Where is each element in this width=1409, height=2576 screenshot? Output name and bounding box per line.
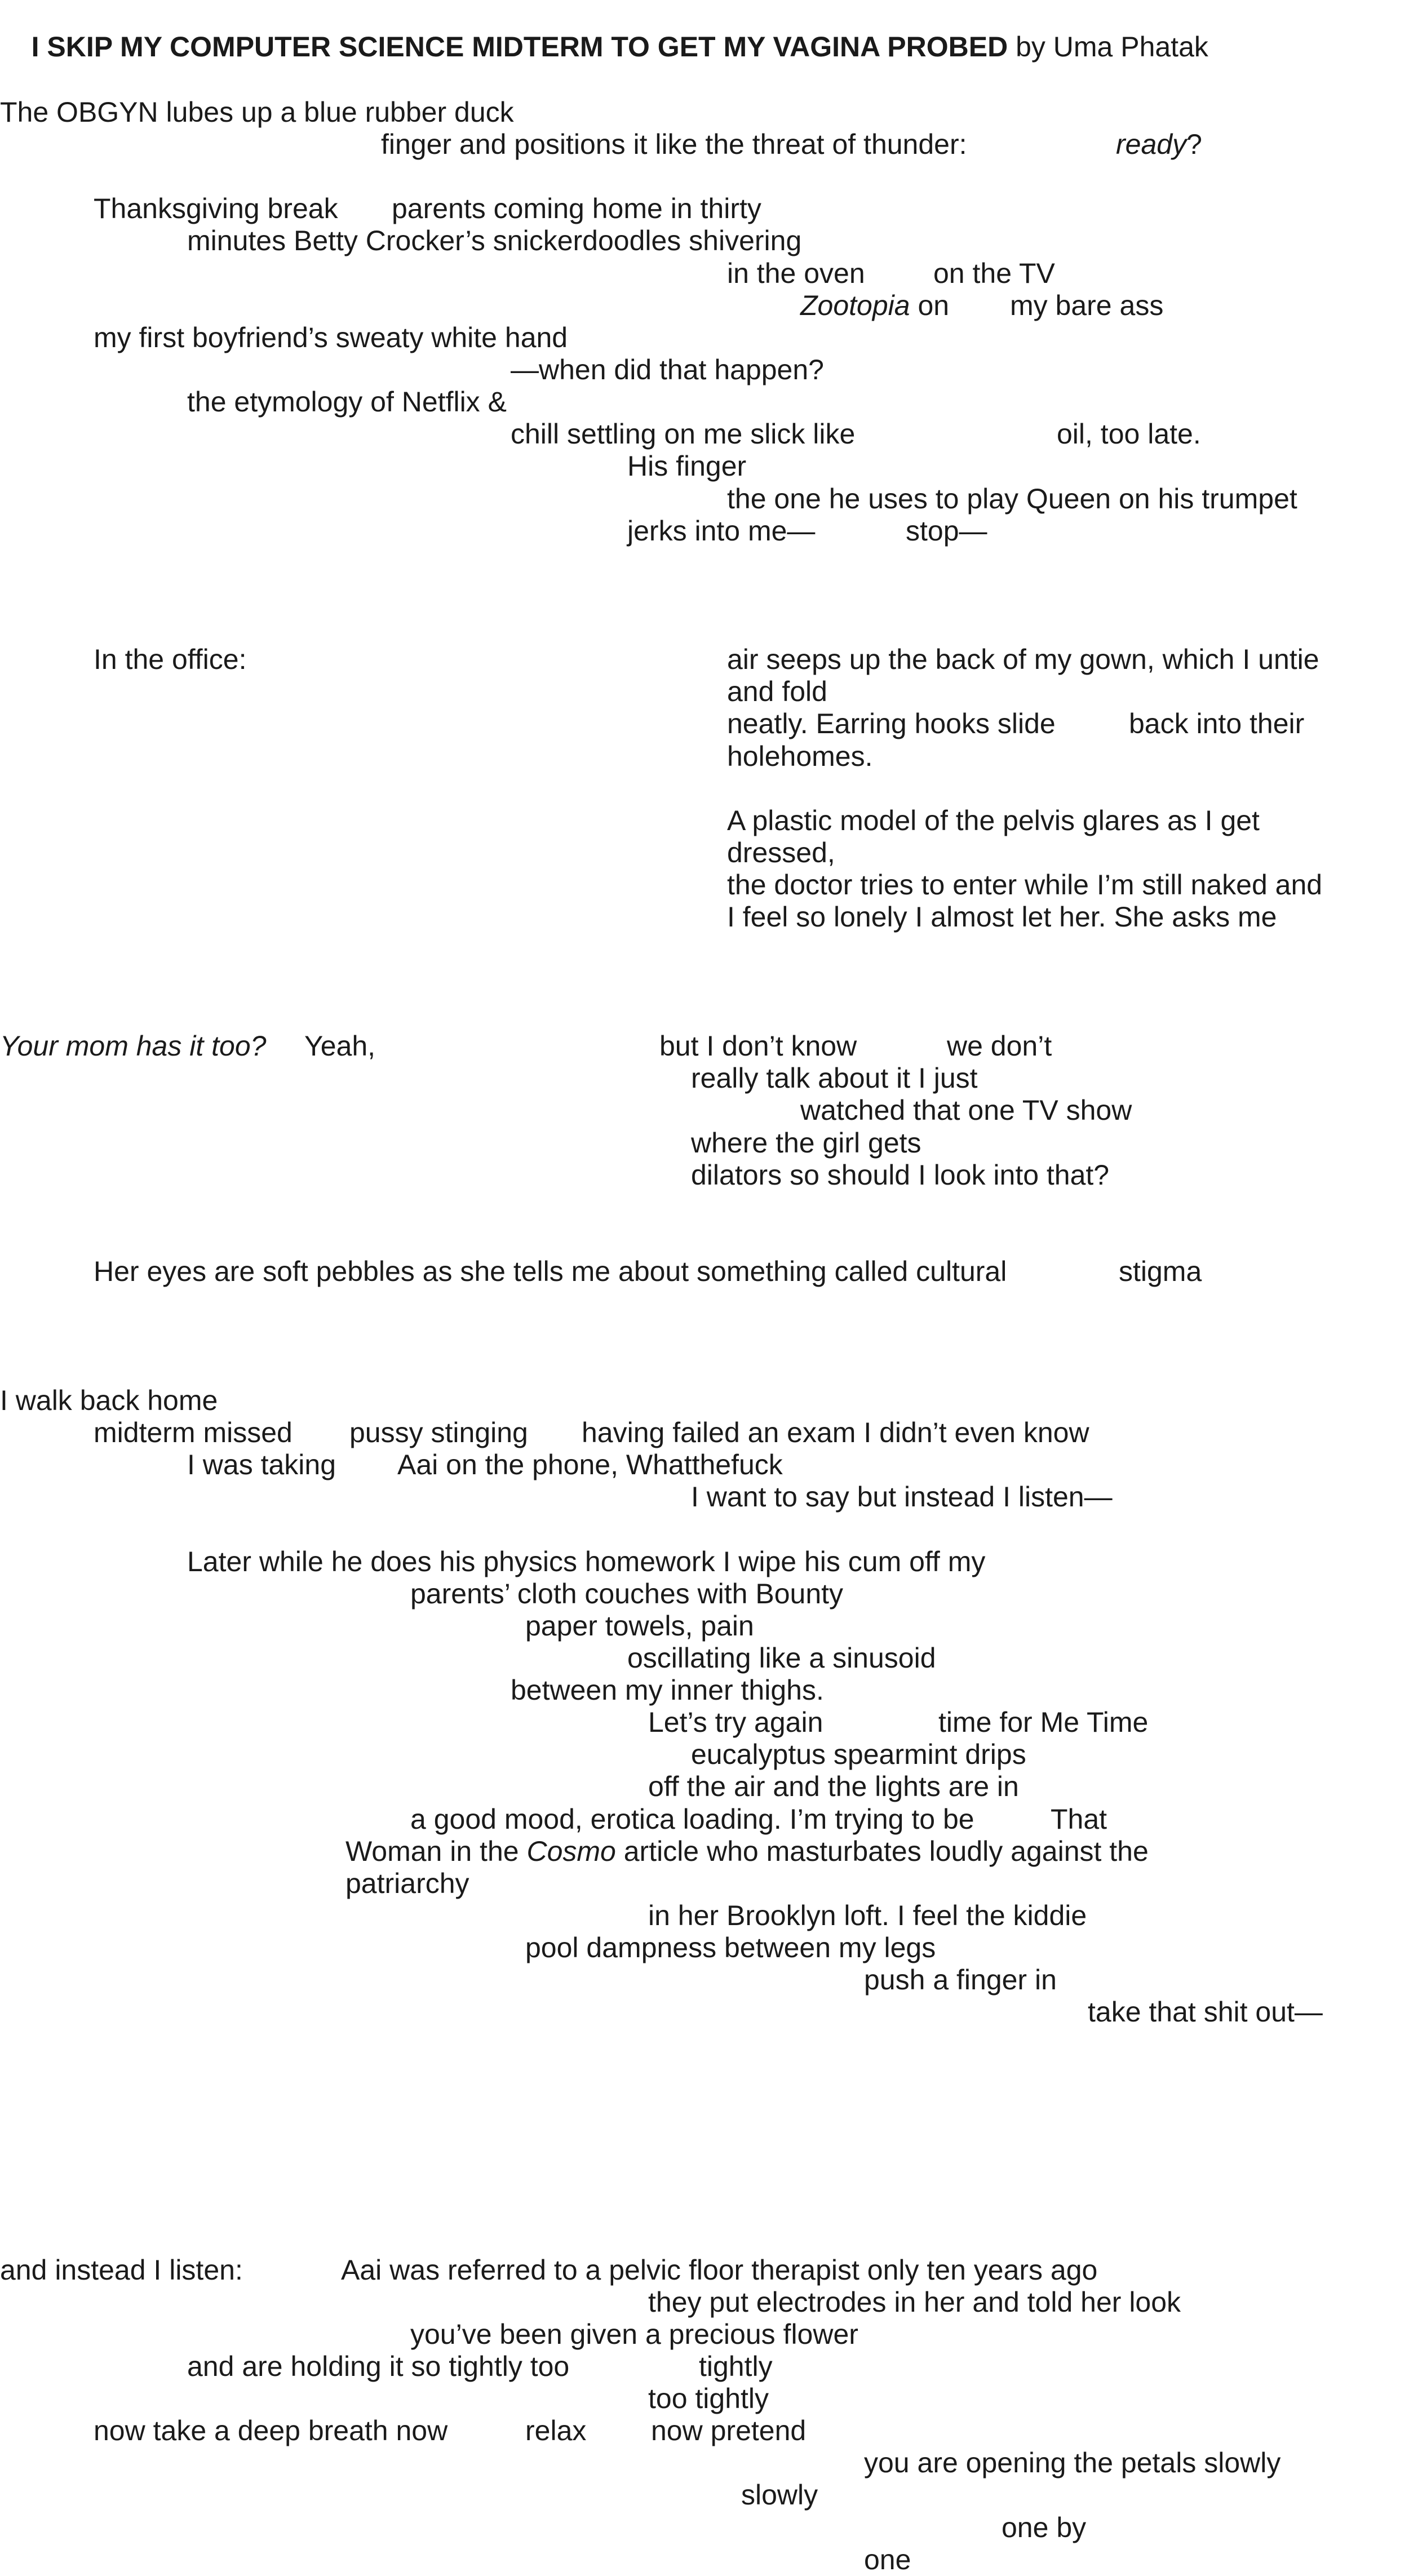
line-text: the doctor tries to enter while I’m still naked and [727, 869, 1323, 901]
italic-text: Zootopia [800, 290, 910, 321]
poem-line [94, 1416, 293, 1449]
poem-line [94, 2414, 447, 2447]
line-text: slowly [741, 2479, 818, 2511]
line-text: in her Brooklyn loft. I feel the kiddie [648, 1900, 1087, 1931]
italic-text: Cosmo [526, 1835, 616, 1867]
poem-line [0, 1030, 266, 1062]
poem-line [582, 1416, 1089, 1449]
poem-line [345, 1867, 469, 1900]
line-text: Aai on the phone, Whatthefuck [397, 1449, 783, 1480]
line-text: neatly. Earring hooks slide [727, 708, 1056, 739]
poem-line [0, 96, 514, 128]
line-text: stop— [906, 515, 987, 547]
line-text: A plastic model of the pelvis glares as I get [727, 805, 1260, 836]
line-text: Thanksgiving break [94, 193, 338, 224]
line-text: now pretend [651, 2415, 807, 2446]
line-text: the etymology of Netflix & [187, 386, 507, 418]
poem-line [187, 2350, 569, 2383]
poem-line [94, 1255, 1007, 1288]
line-text: one [864, 2544, 911, 2575]
poem-line [410, 1803, 974, 1835]
italic-text: Your mom has it too? [0, 1030, 267, 1062]
poem-line [1129, 707, 1304, 740]
line-text: dressed, [727, 837, 835, 868]
poem-line [800, 289, 949, 322]
poem-line [1116, 128, 1202, 161]
poem-line [947, 1030, 1052, 1062]
line-text: between my inner thighs. [511, 1674, 824, 1706]
line-text: one by [1002, 2512, 1087, 2543]
line-text: and are holding it so tightly too [187, 2351, 570, 2382]
line-text: —when did that happen? [511, 354, 824, 385]
line-text: parents’ cloth couches with Bounty [410, 1578, 844, 1610]
poem-line [659, 1030, 857, 1062]
line-text: I walk back home [0, 1385, 218, 1416]
poem-line [741, 2479, 818, 2511]
line-text: in the oven [727, 258, 865, 289]
poem-line [397, 1448, 783, 1481]
poem-line [1119, 1255, 1202, 1288]
line-text: relax [525, 2415, 587, 2446]
line-text: holehomes. [727, 741, 873, 772]
poem-line [187, 1448, 336, 1481]
line-text: His finger [627, 450, 747, 482]
line-text: Let’s try again [648, 1706, 823, 1738]
poem-line [187, 224, 801, 257]
line-text: we don’t [947, 1030, 1052, 1062]
line-text: back into their [1129, 708, 1305, 739]
line-text: parents coming home in thirty [392, 193, 761, 224]
poem-line [906, 515, 987, 547]
poem-title-line [0, 0, 1208, 96]
poem-line [864, 1963, 1057, 1996]
line-text: Later while he does his physics homework I wipe his cum off my [187, 1546, 986, 1577]
poem-line [691, 1159, 1109, 1191]
line-text: tightly [699, 2351, 773, 2382]
line-text: I was taking [187, 1449, 336, 1480]
poem-line [691, 1738, 1026, 1771]
poem-line [727, 804, 1260, 837]
line-text: oil, too late. [1057, 418, 1201, 450]
line-text: my bare ass [1010, 290, 1164, 321]
poem-line [187, 1545, 985, 1578]
line-text: stigma [1119, 1256, 1202, 1287]
line-text: midterm missed [94, 1417, 293, 1448]
poem-line [933, 257, 1055, 290]
line-text: In the office: [94, 644, 247, 675]
line-text: and instead I listen: [0, 2254, 243, 2286]
poem-line [727, 836, 835, 869]
poem-line [691, 1062, 978, 1094]
italic-text: ready [1116, 128, 1187, 160]
poem-line [1002, 2511, 1086, 2544]
poem-line [511, 418, 855, 450]
line-text: pool dampness between my legs [525, 1932, 936, 1963]
line-text: dilators so should I look into that? [691, 1159, 1110, 1191]
poem-title: I SKIP MY COMPUTER SCIENCE MIDTERM TO GET MY VAGINA PROBED [31, 31, 1008, 63]
poem-line [410, 2318, 858, 2351]
line-text: take that shit out— [1088, 1996, 1323, 2028]
line-text: finger and positions it like the threat of thunder: [381, 128, 967, 160]
poem-line [691, 1480, 1113, 1513]
line-text: you are opening the petals slowly [864, 2447, 1281, 2479]
line-text: off the air and the lights are in [648, 1771, 1019, 1802]
poem-line [627, 515, 815, 547]
poem-line [511, 1674, 824, 1706]
line-text: and fold [727, 676, 827, 707]
poem-line [651, 2414, 806, 2447]
line-text: The OBGYN lubes up a blue rubber duck [0, 96, 514, 128]
poem-line [727, 675, 827, 708]
poem-line [1051, 1803, 1107, 1835]
line-text: I want to say but instead I listen— [691, 1481, 1113, 1513]
poem-line [727, 257, 865, 290]
line-text: a good mood, erotica loading. I’m trying to be [410, 1803, 974, 1835]
line-text: where the girl gets [691, 1127, 921, 1159]
line-text: too tightly [648, 2383, 769, 2414]
poem-line [345, 1835, 1149, 1868]
line-text: ? [1186, 128, 1202, 160]
poem-line [938, 1706, 1148, 1739]
line-text: Aai was referred to a pelvic floor therapist only ten years ago [341, 2254, 1098, 2286]
line-text: my first boyfriend’s sweaty white hand [94, 322, 568, 353]
poem-line [648, 2382, 769, 2415]
line-text: really talk about it I just [691, 1062, 978, 1094]
line-text: watched that one TV show [800, 1094, 1132, 1126]
poem-line [0, 2254, 243, 2286]
poem-line [648, 1770, 1019, 1803]
poem-line [349, 1416, 528, 1449]
poem-line [627, 1642, 936, 1674]
poem-line [727, 868, 1322, 901]
poem-line [511, 353, 824, 386]
poem-line [727, 707, 1056, 740]
poem-line [525, 1610, 754, 1642]
line-text: pussy stinging [349, 1417, 528, 1448]
line-text: I feel so lonely I almost let her. She asks me [727, 901, 1277, 933]
line-text: the one he uses to play Queen on his trumpet [727, 483, 1297, 515]
poem-line [648, 1706, 823, 1739]
poem-line [800, 1094, 1132, 1127]
poem-line [1088, 1996, 1323, 2028]
poem-line [525, 2414, 586, 2447]
line-text: article who masturbates loudly against the [615, 1835, 1149, 1867]
poem-line [627, 450, 746, 482]
poem-line [727, 643, 1319, 676]
line-text: they put electrodes in her and told her look [648, 2286, 1181, 2318]
poem-line [1057, 418, 1201, 450]
line-text: That [1051, 1803, 1107, 1835]
poem-line [1010, 289, 1163, 322]
line-text: paper towels, pain [525, 1610, 754, 1642]
poem-line [392, 192, 761, 225]
poem-line [691, 1127, 921, 1159]
poem-line [304, 1030, 375, 1062]
poem-line [727, 901, 1277, 933]
poem-line [727, 740, 873, 773]
line-text: oscillating like a sinusoid [627, 1642, 936, 1674]
line-text: patriarchy [345, 1868, 469, 1899]
poem-line [381, 128, 967, 161]
poem-line [0, 1384, 218, 1417]
poem-line [94, 643, 246, 676]
poem-line [94, 192, 338, 225]
line-text: minutes Betty Crocker’s snickerdoodles shivering [187, 225, 802, 256]
poem-line [187, 385, 507, 418]
line-text: Yeah, [304, 1030, 376, 1062]
line-text: eucalyptus spearmint drips [691, 1739, 1026, 1770]
poem-line [864, 2446, 1280, 2479]
poem-line [341, 2254, 1097, 2286]
line-text: Her eyes are soft pebbles as she tells me about something called cultural [94, 1256, 1007, 1287]
poem-line [94, 321, 568, 354]
line-text: chill settling on me slick like [511, 418, 856, 450]
poem-line [727, 482, 1297, 515]
poem-line [648, 2286, 1181, 2318]
poem-line [525, 1931, 936, 1964]
line-text: jerks into me— [627, 515, 816, 547]
poem-line [648, 1899, 1087, 1932]
line-text: on [910, 290, 950, 321]
poem-byline: by Uma Phatak [1008, 31, 1208, 63]
line-text: air seeps up the back of my gown, which I untie [727, 644, 1319, 675]
line-text: you’ve been given a precious flower [410, 2318, 858, 2350]
line-text: now take a deep breath now [94, 2415, 448, 2446]
poem-line [699, 2350, 773, 2383]
line-text: time for Me Time [938, 1706, 1149, 1738]
line-text: having failed an exam I didn’t even know [582, 1417, 1089, 1448]
line-text: but I don’t know [659, 1030, 857, 1062]
poem-line [864, 2543, 911, 2576]
poem-line [410, 1577, 843, 1610]
line-text: Woman in the [345, 1835, 527, 1867]
line-text: push a finger in [864, 1964, 1057, 1996]
line-text: on the TV [933, 258, 1055, 289]
